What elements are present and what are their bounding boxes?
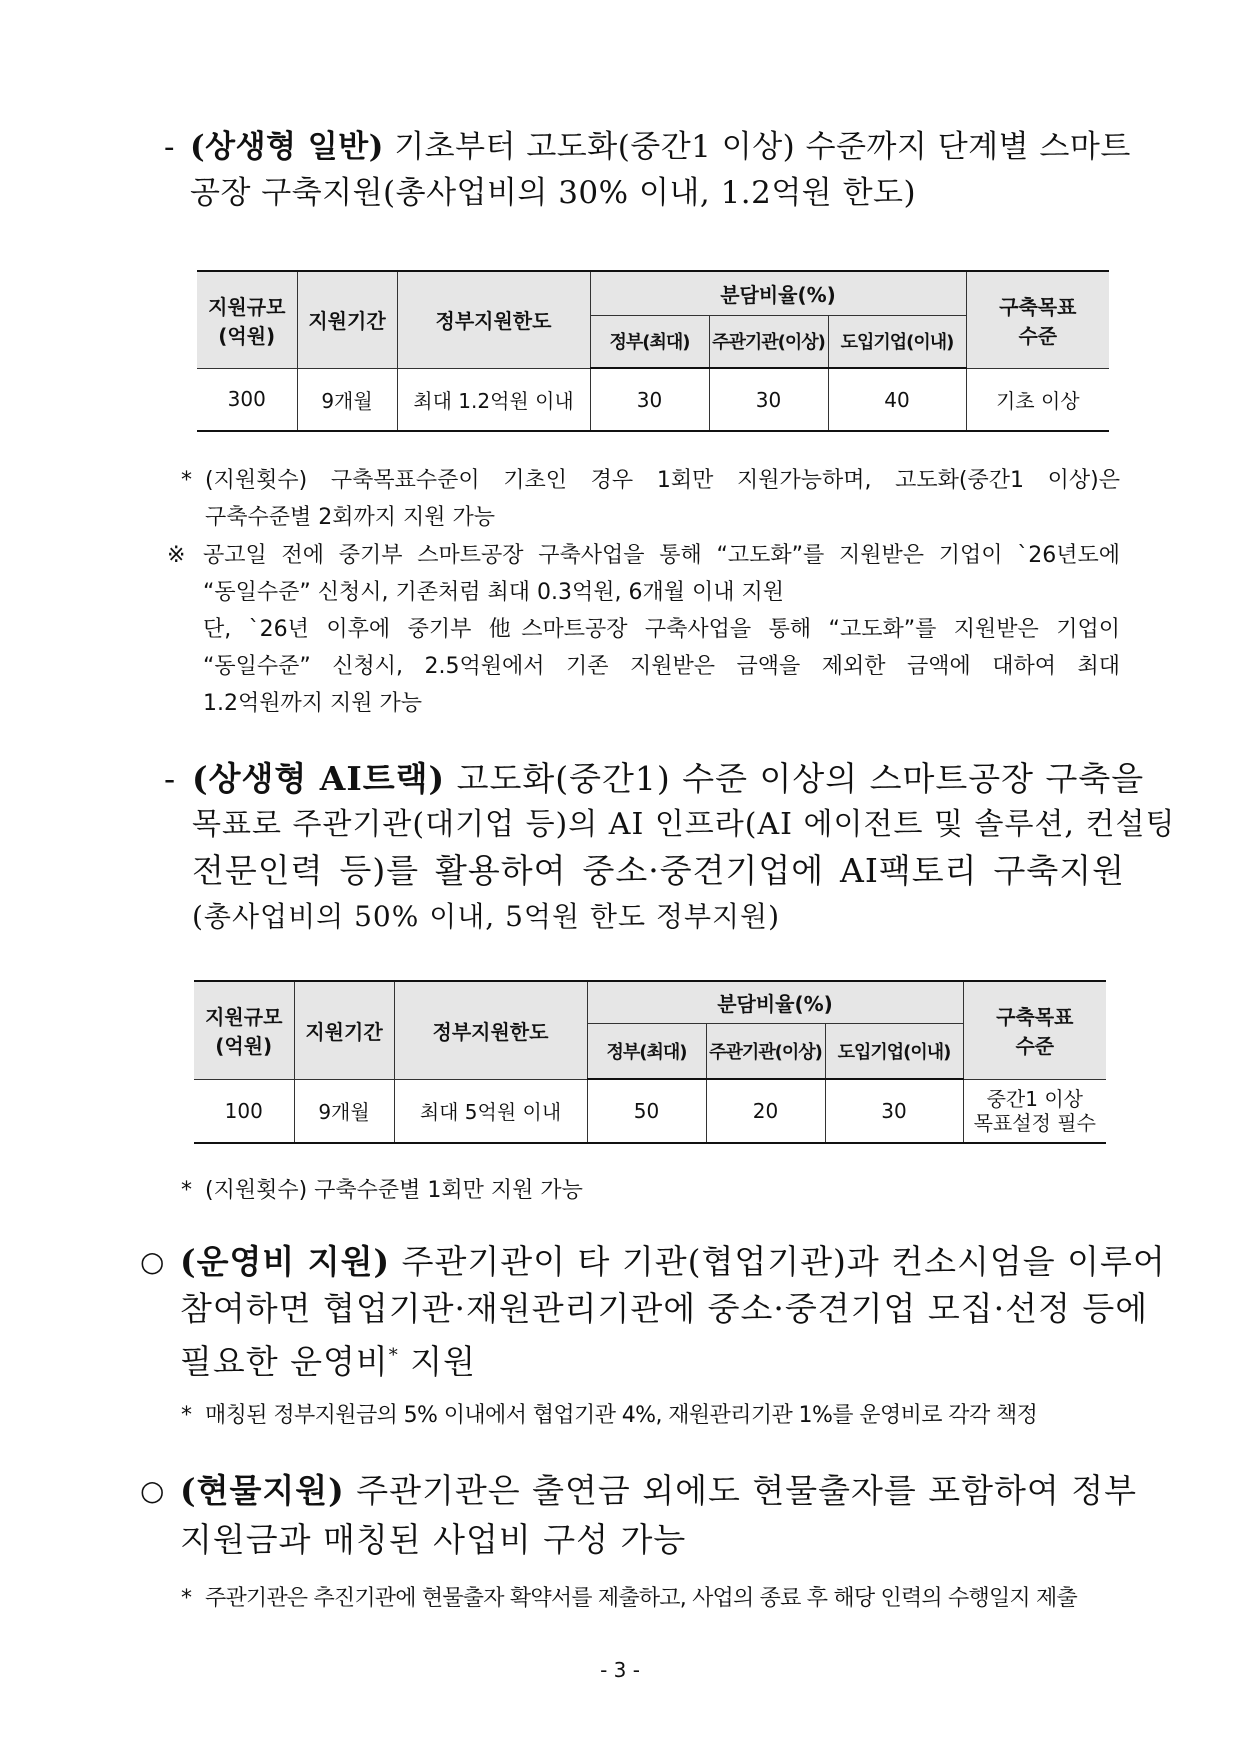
cell-gov: 50 [587, 1079, 706, 1143]
section-title: (상생형 AI트랙) [192, 759, 446, 798]
section-sangsaeng-ai: - (상생형 AI트랙) 고도화(중간1) 수준 이상의 스마트공장 구축을 목표로 주관기관(대기업 등)의 AI 인프라(AI 에이전트 및 솔루션, 컨설팅 전문인력 등)를 활용하여 중소·중견기업에 AI팩토리 구축지원 (총사업비의 50% 이내, 5억원 한도 정부지원) [192, 756, 1125, 940]
note-operating-cost: * 매칭된 정부지원금의 5% 이내에서 협업기관 4%, 재원관리기관 1%를 운영비로 각각 책정 [181, 1403, 1038, 1428]
header-adopter: 도입기업(이내) [828, 315, 966, 368]
cell-adopter: 30 [825, 1079, 963, 1143]
table-row [194, 1079, 1106, 1143]
section-title: (운영비 지원) [180, 1242, 391, 1281]
header-period: 지원기간 [297, 271, 397, 368]
cell-target-line1: 중간1 이상 [986, 1086, 1083, 1111]
section-in-kind: ○ (현물지원) 주관기관은 출연금 외에도 현물출자를 포함하여 정부 지원금과 매칭된 사업비 구성 가능 [180, 1466, 1125, 1564]
section-title: (현물지원) [180, 1471, 345, 1510]
cell-gov: 30 [590, 368, 709, 431]
dash-bullet: - [164, 129, 175, 165]
table-row [197, 368, 1109, 431]
circle-bullet: ○ [140, 1245, 166, 1278]
cell-limit: 최대 5억원 이내 [394, 1079, 587, 1143]
header-scale: 지원규모 (억원) [194, 981, 294, 1079]
cell-period: 9개월 [297, 368, 397, 431]
cell-period: 9개월 [294, 1079, 394, 1143]
header-host: 주관기관(이상) [709, 315, 828, 368]
header-gov: 정부(최대) [587, 1023, 706, 1079]
cell-scale: 300 [197, 368, 297, 431]
header-scale: 지원규모 (억원) [197, 271, 297, 368]
section-operating-cost: ○ (운영비 지원) 주관기관이 타 기관(협업기관)과 컨소시엄을 이루어 참여하면 협업기관·재원관리기관에 중소·중견기업 모집·선정 등에 필요한 운영비* 지원 [180, 1238, 1125, 1385]
section-title: (상생형 일반) [190, 129, 384, 165]
cell-scale: 100 [194, 1079, 294, 1143]
header-gov: 정부(최대) [590, 315, 709, 368]
note-support-count: * (지원횟수) 구축목표수준이 기초인 경우 1회만 지원가능하며, 고도화(중간1 이상)은 구축수준별 2회까지 지원 가능 [181, 468, 1120, 530]
cell-target: 기초 이상 [966, 368, 1109, 431]
section-sangsaeng-general [164, 124, 1131, 216]
cell-host: 30 [709, 368, 828, 431]
dash-bullet: - [164, 759, 177, 798]
note-reference: ※ 공고일 전에 중기부 스마트공장 구축사업을 통해 “고도화”를 지원받은 기업이 `26년도에 “동일수준” 신청시, 기존처럼 최대 0.3억원, 6개월 이내 지원 단, `26년 이후에 중기부 他스마트공장 구축사업을 통해 “고도화”를 지원받은 기업이 “동일수준” 신청시, 2.5억원에서 기존 지원받은 금액을 제외한 금액에 대하여 최대 1.2억원까지 지원 가능 [167, 543, 1120, 716]
support-table-ai [194, 980, 1106, 1144]
cell-adopter: 40 [828, 368, 966, 431]
header-target: 구축목표 수준 [963, 981, 1106, 1079]
note-support-count-ai: * (지원횟수) 구축수준별 1회만 지원 가능 [181, 1178, 583, 1203]
header-target: 구축목표 수준 [966, 271, 1109, 368]
page-number: - 3 - [600, 1658, 640, 1682]
cell-target-line2: 목표설정 필수 [973, 1110, 1096, 1135]
header-limit: 정부지원한도 [394, 981, 587, 1079]
section-text: 공장 구축지원(총사업비의 30% 이내, 1.2억원 한도) [190, 175, 917, 211]
header-ratio: 분담비율(%) [587, 981, 963, 1023]
cell-target [963, 1079, 1106, 1143]
section-text: 기초부터 고도화(중간1 이상) 수준까지 단계별 스마트 [394, 129, 1131, 165]
header-adopter: 도입기업(이내) [825, 1023, 963, 1079]
circle-bullet: ○ [140, 1474, 166, 1507]
cell-limit: 최대 1.2억원 이내 [397, 368, 590, 431]
support-table-general [197, 270, 1109, 432]
header-limit: 정부지원한도 [397, 271, 590, 368]
note-in-kind: * 주관기관은 추진기관에 현물출자 확약서를 제출하고, 사업의 종료 후 해당 인력의 수행일지 제출 [181, 1586, 1077, 1611]
header-host: 주관기관(이상) [706, 1023, 825, 1079]
cell-host: 20 [706, 1079, 825, 1143]
header-ratio: 분담비율(%) [590, 271, 966, 315]
header-period: 지원기간 [294, 981, 394, 1079]
